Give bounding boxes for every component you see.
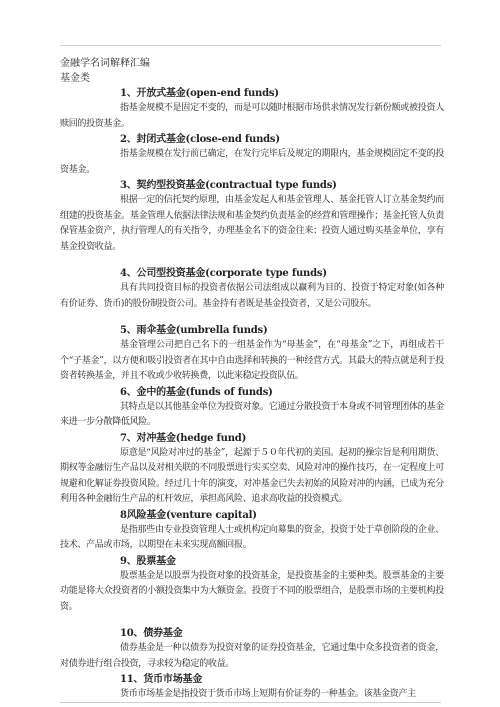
- entry-heading: 3、契约型投资基金(contractual type funds): [120, 180, 337, 191]
- entry-body: 原意是“风险对冲过的基金”，起源于５０年代初的美国。起初的操宗旨是利用期货、期权等金融衍生产品以及对相关联的不同股票进行实买空卖、风险对冲的操作技巧，在一定程度上可规避和化解证券投资风险。经过几十年的演变，对冲基金已失去初始的风险对冲的内涵，已成为充分利用各种金融衍生产品的杠杆效应，承担高风险、追求高收益的投资模式。: [60, 447, 444, 504]
- entry-stock-fund: [60, 554, 444, 616]
- entry-body: 股票基金是以股票为投资对象的投资基金，是投资基金的主要种类。股票基金的主要功能是将大众投资者的小额投资集中为大额资金。投资于不同的股票组合，是股票市场的主要机构投资。: [60, 570, 444, 612]
- entry-heading: 9、股票基金: [120, 555, 176, 567]
- entry-body: 具有共同投资目标的投资者依据公司法组成以赢利为目的、投资于特定对象(如各种有价证券、货币)的股份制投资公司。基金持有者既是基金投资者，又是公司股东。: [60, 283, 444, 309]
- header-divider: [60, 45, 441, 46]
- entry-heading: 1、开放式基金(open-end funds): [120, 88, 279, 99]
- entry-funds-of-funds: [60, 385, 444, 431]
- paragraph-gap: [60, 615, 444, 626]
- entry-heading: 11、货币市场基金: [120, 674, 203, 685]
- entry-money-market-fund: [60, 672, 444, 703]
- entry-close-end-funds: [60, 132, 444, 178]
- entry-body: 其特点是以其他基金单位为投资对象。它通过分散投资于本身或不同管理团体的基金来进一步分散降低风险。: [60, 401, 444, 427]
- entry-corporate-type-funds: [60, 266, 444, 312]
- entry-heading: 6、金中的基金(funds of funds): [120, 386, 273, 398]
- document-body: [60, 86, 444, 703]
- entry-heading: 4、公司型投资基金(corporate type funds): [120, 268, 327, 279]
- entry-umbrella-funds: [60, 323, 444, 385]
- entry-venture-capital: [60, 508, 444, 554]
- entry-body: 债券基金是一种以债券为投资对象的证券投资基金，它通过集中众多投资者的资金，对债券进行组合投资，寻求较为稳定的收益。: [60, 643, 444, 669]
- entry-body: 指基金规模在发行前已确定，在发行完毕后及规定的期限内，基金规模固定不变的投资基金。: [60, 149, 444, 175]
- entry-body: 指基金规模不是固定不变的，而是可以随时根据市场供求情况发行新份额或被投资人赎回的投资基金。: [60, 103, 444, 129]
- entry-contractual-type-funds: [60, 178, 444, 255]
- entry-heading: 10、债券基金: [120, 628, 183, 639]
- paragraph-gap: [60, 312, 444, 323]
- entry-body: 基金管理公司把自己名下的一组基金作为“母基金”，在“母基金”之下，再组成若干个“子基金”，以方便和吸引投资者在其中自由选择和转换的一种经营方式。其最大的特点就是利于投资者转换基金，并且不收或少收转换费，以此来稳定投资队伍。: [60, 340, 444, 381]
- entry-bond-fund: [60, 626, 444, 672]
- entry-body: 是指那些由专业投资管理人士或机构定向募集的资金，投资于处于草创阶段的企业、技术、产品或市场，以期望在未来实现高额回报。: [60, 524, 444, 550]
- entry-body: 根据一定的信托契约原理，由基金发起人和基金管理人、基金托管人订立基金契约而组建的投资基金。基金管理人依据法律法规和基金契约负责基金的经营和管理操作；基金托管人负责保管基金资产，执行管理人的有关指令，办理基金名下的资金往来；投资人通过购买基金单位，享有基金投资收益。: [60, 195, 444, 252]
- entry-hedge-fund: [60, 431, 444, 508]
- footer-divider: [60, 702, 441, 703]
- entry-heading: 8风险基金(venture capital): [120, 509, 257, 521]
- entry-heading: 5、雨伞基金(umbrella funds): [120, 325, 268, 336]
- document-title: 金融学名词解释汇编: [60, 58, 150, 69]
- entry-heading: 7、对冲基金(hedge fund): [120, 432, 247, 444]
- entry-body: 货币市场基金是指投资于货币市场上短期有价证券的一种基金。该基金资产主: [120, 689, 416, 699]
- entry-open-end-funds: [60, 86, 444, 132]
- entry-heading: 2、封闭式基金(close-end funds): [120, 134, 280, 145]
- section-label: 基金类: [60, 73, 90, 84]
- paragraph-gap: [60, 255, 444, 266]
